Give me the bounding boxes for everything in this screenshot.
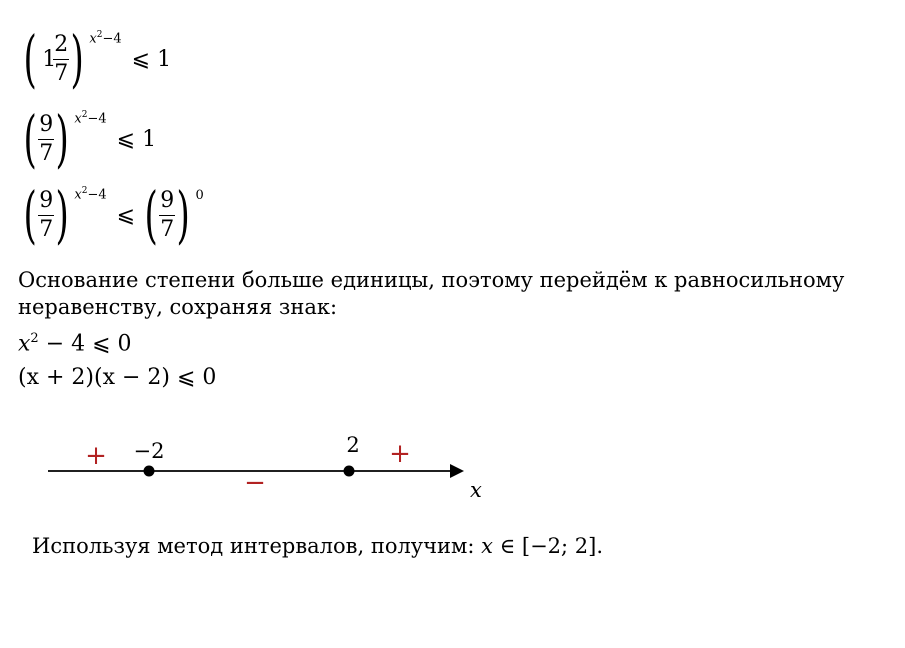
rhs-denominator: 7 — [160, 216, 175, 242]
left-paren: ( — [23, 22, 37, 95]
axis-label: x — [470, 478, 482, 502]
relation: ⩽ 1 — [131, 46, 172, 72]
axis-arrow — [450, 464, 464, 478]
rhs-left-paren: ( — [144, 178, 158, 251]
numerator: 9 — [39, 112, 54, 138]
explanation-text: Основание степени больше единицы, поэтому перейдём к равносильному неравенству, сохраняя знак: — [18, 268, 845, 319]
sign-middle: − — [244, 468, 266, 498]
left-paren: ( — [23, 102, 37, 175]
point-2 — [344, 466, 355, 477]
exponent: $x^2-4$ — [74, 110, 107, 127]
left-paren: ( — [23, 178, 37, 251]
numerator: 2 — [54, 32, 69, 58]
right-paren: ) — [55, 178, 69, 251]
denominator: 7 — [39, 216, 54, 242]
equation-2: (x + 2)(x − 2) ⩽ 0 — [18, 365, 217, 390]
denominator: 7 — [39, 140, 54, 166]
denominator: 7 — [54, 60, 69, 86]
relation: ⩽ — [116, 202, 136, 228]
result-text: Используя метод интервалов, получим: x ∈ [−2; 2]. — [32, 534, 604, 558]
equation-1: $x^2 - 4$ ⩽ 0 — [18, 331, 132, 357]
relation: ⩽ 1 — [116, 126, 157, 152]
rhs-right-paren: ) — [176, 178, 191, 251]
rhs-exponent: 0 — [195, 188, 204, 203]
mixed-whole: 1 — [42, 46, 57, 72]
point-minus-2 — [144, 466, 155, 477]
point-label-2: 2 — [346, 433, 360, 457]
exponent: $x^2-4$ — [89, 30, 122, 47]
exponent: $x^2-4$ — [74, 186, 107, 203]
sign-right: + — [389, 439, 411, 469]
rhs-numerator: 9 — [160, 188, 175, 214]
sign-left: + — [85, 441, 107, 471]
point-label-minus-2: −2 — [133, 439, 165, 463]
right-paren: ) — [70, 22, 84, 95]
numerator: 9 — [39, 188, 54, 214]
right-paren: ) — [55, 102, 69, 175]
